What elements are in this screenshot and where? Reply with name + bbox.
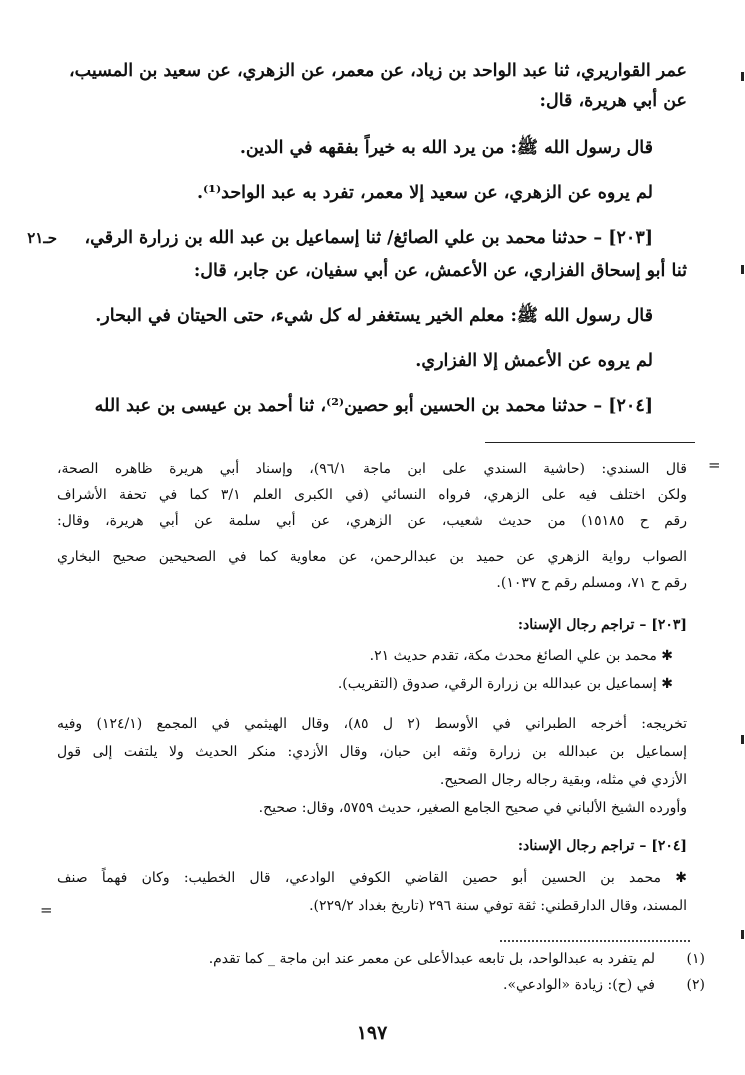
margin-mark: = bbox=[40, 901, 53, 919]
note-line-15: المسند، وقال الدارقطني: ثقة توفي سنة ٢٩٦ (تاريخ بغداد ٢٢٩/٢). bbox=[309, 898, 687, 914]
main-line-7: قال رسول الله ﷺ: معلم الخير يستغفر له كل شيء، حتى الحيتان في البحار. bbox=[95, 306, 653, 326]
note-line-5: رقم ح ٧١، ومسلم رقم ح ١٠٣٧). bbox=[496, 575, 687, 591]
footnote-1-number: (١) bbox=[686, 951, 705, 967]
edge-mark bbox=[741, 72, 744, 81]
edge-mark bbox=[741, 930, 744, 939]
footnote-separator bbox=[500, 940, 690, 942]
page-number: ١٩٧ bbox=[356, 1022, 388, 1044]
footnote-2-text: في (ح): زيادة «الوادعي». bbox=[503, 977, 655, 993]
margin-mark: = bbox=[708, 456, 721, 474]
note-line-2: ولكن اختلف فيه على الزهري، فرواه النسائي (في الكبرى العلم ٣/١ كما في تحفة الأشراف bbox=[57, 487, 687, 503]
note-line-9: تخريجه: أخرجه الطبراني في الأوسط (٢ ل ٨٥)، وقال الهيثمي في المجمع (١٢٤/١) وفيه bbox=[57, 716, 688, 732]
edge-mark bbox=[741, 265, 744, 274]
footnote-1-text: لم يتفرد به عبدالواحد، بل تابعه عبدالأعلى عن معمر عند ابن ماجة _ كما تقدم. bbox=[208, 951, 655, 967]
note-line-1: قال السندي: (حاشية السندي على ابن ماجة ٩٦/١)، وإسناد أبي هريرة ظاهره الصحة، bbox=[57, 461, 687, 477]
note-line-4: الصواب رواية الزهري عن حميد بن عبدالرحمن، عن معاوية كما في الصحيحين صحيح البخاري bbox=[57, 549, 687, 565]
main-line-2: عن أبي هريرة، قال: bbox=[539, 91, 687, 111]
footnote-2-number: (٢) bbox=[686, 977, 705, 993]
note-line-8: ✱ إسماعيل بن عبدالله بن زرارة الرقي، صدوق (التقريب). bbox=[337, 676, 673, 692]
main-line-8: لم يروه عن الأعمش إلا الفزاري. bbox=[415, 351, 653, 371]
main-line-6: ثنا أبو إسحاق الفزاري، عن الأعمش، عن أبي سفيان، عن جابر، قال: bbox=[193, 261, 687, 281]
main-line-5: [٢٠٣] – حدثنا محمد بن علي الصائغ/ ثنا إسماعيل بن عبد الله بن زرارة الرقي، bbox=[84, 228, 653, 248]
note-heading-204: [٢٠٤] – تراجم رجال الإسناد: bbox=[517, 838, 687, 854]
main-line-3: قال رسول الله ﷺ: من يرد الله به خيراً بفقهه في الدين. bbox=[239, 138, 653, 158]
main-line-1: عمر القواريري، ثنا عبد الواحد بن زياد، عن معمر، عن الزهري، عن سعيد بن المسيب، bbox=[69, 61, 687, 81]
main-line-4: لم يروه عن الزهري، عن سعيد إلا معمر، تفرد به عبد الواحد⁽¹⁾. bbox=[196, 183, 653, 203]
margin-reference: حـ٢١ bbox=[27, 229, 57, 247]
edge-mark bbox=[741, 735, 744, 744]
note-line-14: ✱ محمد بن الحسين أبو حصين القاضي الكوفي الوادعي، قال الخطيب: وكان فهماً صنف bbox=[57, 870, 687, 886]
main-line-9: [٢٠٤] – حدثنا محمد بن الحسين أبو حصين⁽²⁾، ثنا أحمد بن عيسى بن عبد الله bbox=[94, 396, 653, 416]
note-line-11: الأزدي في مثله، وبقية رجاله رجال الصحيح. bbox=[439, 772, 687, 788]
note-line-12: وأورده الشيخ الألباني في صحيح الجامع الصغير، حديث ٥٧٥٩، وقال: صحيح. bbox=[258, 800, 687, 816]
note-line-10: إسماعيل بن عبدالله بن زرارة وثقه ابن حبان، وقال الأزدي: منكر الحديث ولا يلتفت إلى قول bbox=[57, 744, 687, 760]
note-heading-203: [٢٠٣] – تراجم رجال الإسناد: bbox=[517, 617, 687, 633]
notes-separator bbox=[485, 442, 695, 443]
note-line-3: رقم ح ١٥١٨٥) من حديث شعيب، عن الزهري، عن أبي سلمة عن أبي هريرة، وقال: bbox=[57, 513, 687, 529]
note-line-7: ✱ محمد بن علي الصائغ محدث مكة، تقدم حديث ٢١. bbox=[369, 648, 673, 664]
